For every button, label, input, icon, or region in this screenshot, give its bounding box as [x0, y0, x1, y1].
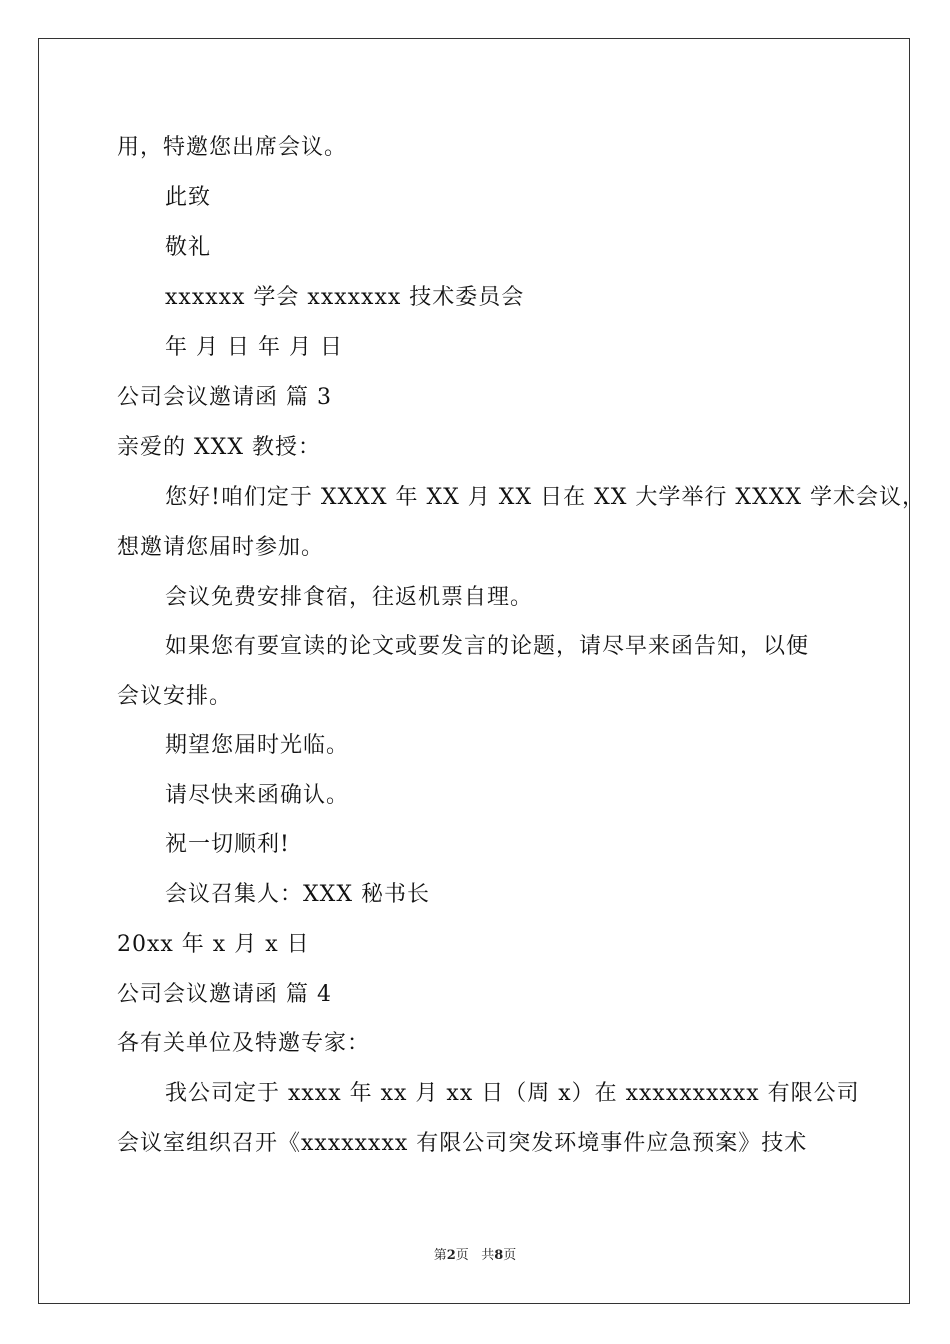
page-frame — [38, 38, 910, 1304]
footer-prefix: 第 — [433, 1248, 447, 1263]
text-line: 会议安排。 — [117, 684, 233, 709]
text-line: 如果您有要宣读的论文或要发言的论题，请尽早来函告知，以便 — [165, 634, 810, 659]
salutation: 亲爱的 XXX 教授： — [117, 435, 321, 460]
text-line: 我公司定于 xxxx 年 xx 月 xx 日（周 x）在 xxxxxxxxxx 有限公司 — [165, 1081, 860, 1106]
text-line: 会议室组织召开《xxxxxxxx 有限公司突发环境事件应急预案》技术 — [117, 1131, 808, 1156]
text-line: xxxxxx 学会 xxxxxxx 技术委员会 — [165, 285, 525, 310]
text-line: 此致 — [165, 185, 212, 210]
footer-page-suffix: 页 — [455, 1248, 469, 1263]
total-page-count: 8 — [494, 1248, 504, 1263]
text-line: 请尽快来函确认。 — [165, 783, 350, 808]
text-line: 年 月 日 年 月 日 — [165, 335, 343, 360]
footer-total-suffix: 页 — [503, 1248, 517, 1263]
text-line: 祝一切顺利! — [165, 832, 290, 857]
date-line: 20xx 年 x 月 x 日 — [117, 932, 310, 957]
text-line: 期望您届时光临。 — [165, 733, 350, 758]
text-line: 会议免费安排食宿，往返机票自理。 — [165, 585, 534, 610]
section-heading: 公司会议邀请函 篇 4 — [117, 982, 332, 1007]
text-line: 敬礼 — [165, 235, 212, 260]
salutation: 各有关单位及特邀专家： — [117, 1031, 371, 1056]
current-page-number: 2 — [446, 1248, 456, 1263]
section-heading: 公司会议邀请函 篇 3 — [117, 385, 332, 410]
footer-total-prefix: 共 — [481, 1248, 495, 1263]
page-footer — [0, 1247, 950, 1265]
text-line: 您好!咱们定于 XXXX 年 XX 月 XX 日在 XX 大学举行 XXXX 学术会议， — [165, 485, 926, 510]
text-line: 想邀请您届时参加。 — [117, 535, 325, 560]
signature-line: 会议召集人：XXX 秘书长 — [165, 882, 430, 907]
text-line: 用，特邀您出席会议。 — [117, 135, 348, 160]
